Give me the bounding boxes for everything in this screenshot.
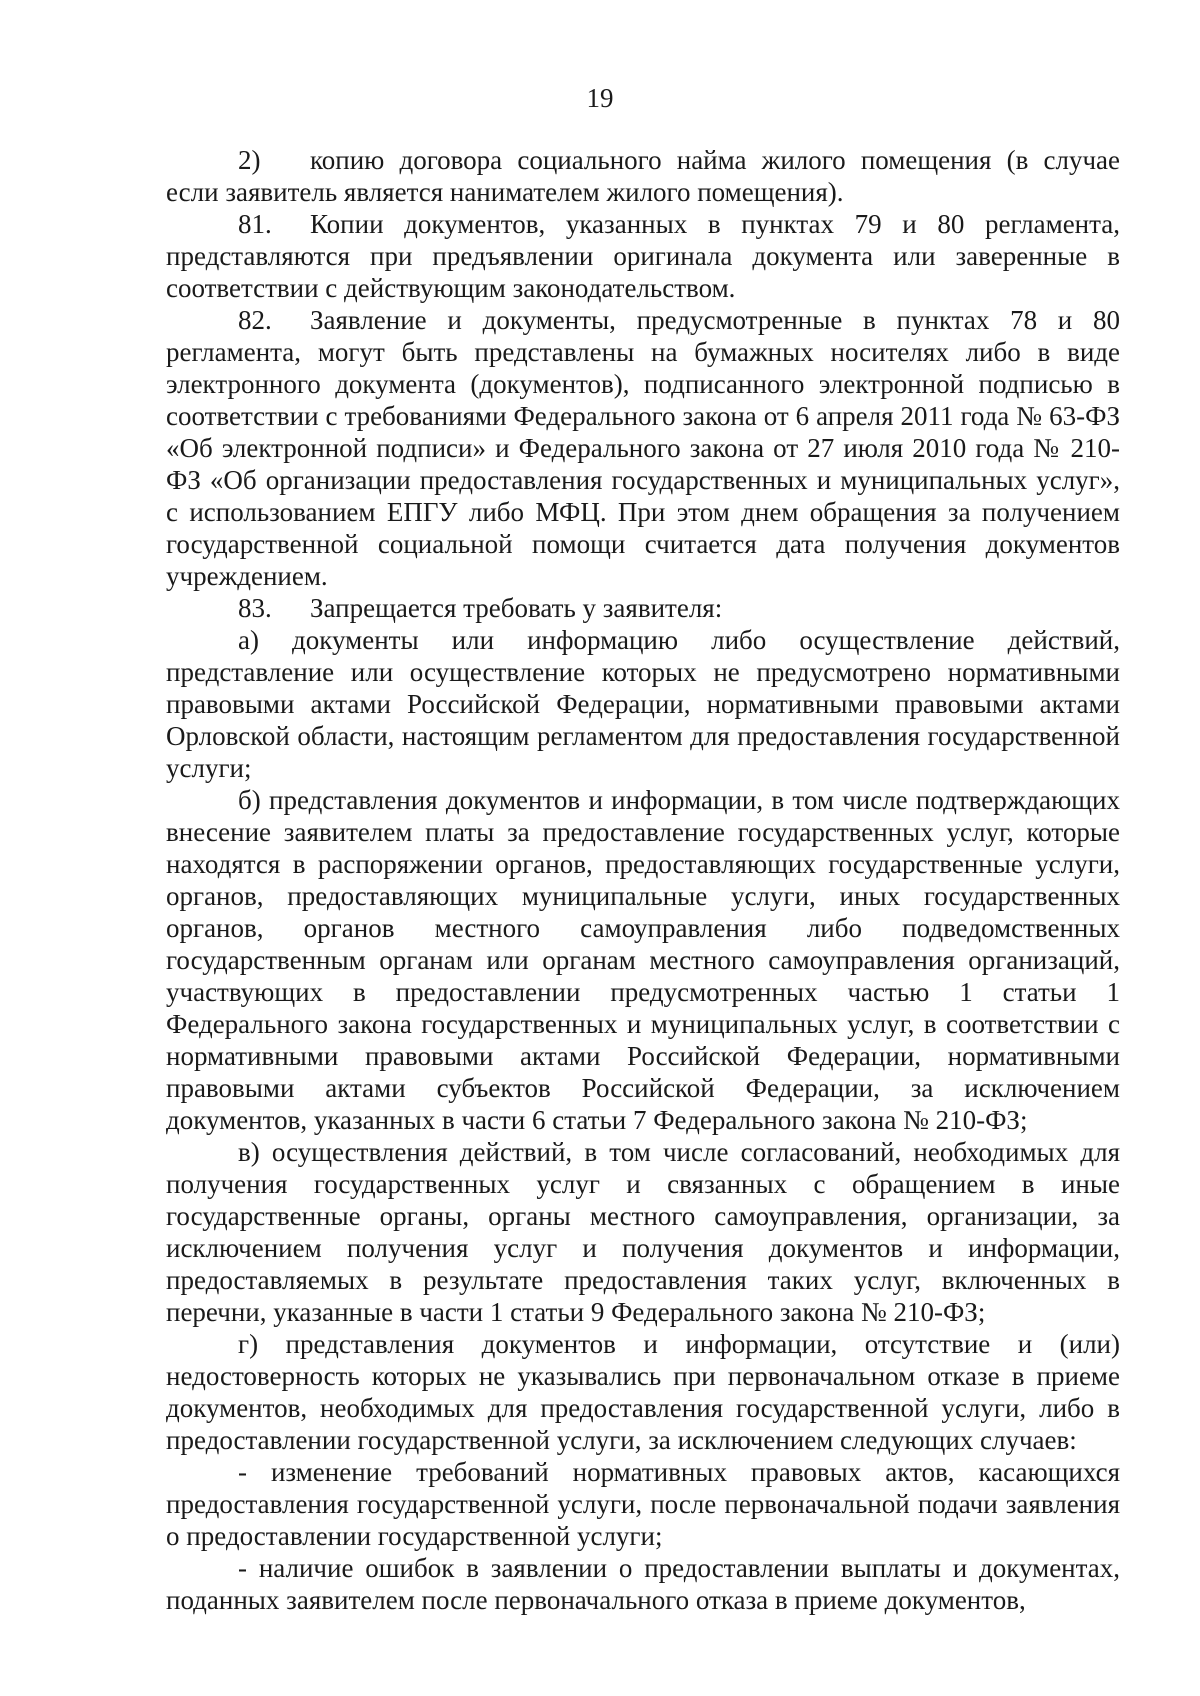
paragraph: [166, 1552, 1120, 1616]
page-number: 19: [586, 83, 614, 113]
paragraph-text: - изменение требований нормативных правовых актов, касающихся предоставления государственной услуги, после первоначальной подачи заявления о предоставлении государственной услуги;: [166, 1457, 1120, 1551]
paragraph: [166, 1136, 1120, 1328]
item-number: 2): [238, 145, 261, 175]
item-number: 83.: [238, 593, 272, 623]
paragraph: [166, 144, 1120, 208]
paragraph: [166, 304, 1120, 592]
paragraph: [166, 624, 1120, 784]
paragraph: [166, 208, 1120, 304]
paragraph: [166, 592, 1120, 624]
paragraph: [166, 784, 1120, 1136]
paragraph-text: копию договора социального найма жилого помещения (в случае если заявитель является нанимателем жилого помещения).: [166, 145, 1120, 207]
paragraph-text: б) представления документов и информации, в том числе подтверждающих внесение заявителем платы за предоставление государственных услуг, которые находятся в распоряжении органов, предоставляющих государственные услуги, органов, предоставляющих муниципальные услуги, иных государственных органов, органов местного самоуправления либо подведомственных государственным органам или органам местного самоуправления организаций, участвующих в предоставлении предусмотренных частью 1 статьи 1 Федерального закона государственных и муниципальных услуг, в соответствии с нормативными правовыми актами Российской Федерации, нормативными правовыми актами субъектов Российской Федерации, за исключением документов, указанных в части 6 статьи 7 Федерального закона № 210-ФЗ;: [166, 785, 1120, 1135]
paragraph-text: Копии документов, указанных в пунктах 79 и 80 регламента, представляются при предъявлении оригинала документа или заверенные в соответствии с действующим законодательством.: [166, 209, 1120, 303]
item-number: 81.: [238, 209, 272, 239]
paragraph-text: г) представления документов и информации, отсутствие и (или) недостоверность которых не указывались при первоначальном отказе в приеме документов, необходимых для предоставления государственной услуги, либо в предоставлении государственной услуги, за исключением следующих случаев:: [166, 1329, 1120, 1455]
paragraph-text: Заявление и документы, предусмотренные в пунктах 78 и 80 регламента, могут быть представлены на бумажных носителях либо в виде электронного документа (документов), подписанного электронной подписью в соответствии с требованиями Федерального закона от 6 апреля 2011 года № 63-ФЗ «Об электронной подписи» и Федерального закона от 27 июля 2010 года № 210-ФЗ «Об организации предоставления государственных и муниципальных услуг», с использованием ЕПГУ либо МФЦ. При этом днем обращения за получением государственной социальной помощи считается дата получения документов учреждением.: [166, 305, 1120, 591]
paragraph-text: в) осуществления действий, в том числе согласований, необходимых для получения государственных услуг и связанных с обращением в иные государственные органы, органы местного самоуправления, организации, за исключением получения услуг и получения документов и информации, предоставляемых в результате предоставления таких услуг, включенных в перечни, указанные в части 1 статьи 9 Федерального закона № 210-ФЗ;: [166, 1137, 1120, 1327]
paragraph-text: а) документы или информацию либо осуществление действий, представление или осуществление которых не предусмотрено нормативными правовыми актами Российской Федерации, нормативными правовыми актами Орловской области, настоящим регламентом для предоставления государственной услуги;: [166, 625, 1120, 783]
paragraph: [166, 1456, 1120, 1552]
item-number: 82.: [238, 305, 272, 335]
paragraph: [166, 1328, 1120, 1456]
paragraph-text: Запрещается требовать у заявителя:: [310, 593, 723, 623]
document-body: [166, 144, 1120, 1616]
paragraph-text: - наличие ошибок в заявлении о предоставлении выплаты и документах, поданных заявителем после первоначального отказа в приеме документов,: [166, 1553, 1120, 1615]
